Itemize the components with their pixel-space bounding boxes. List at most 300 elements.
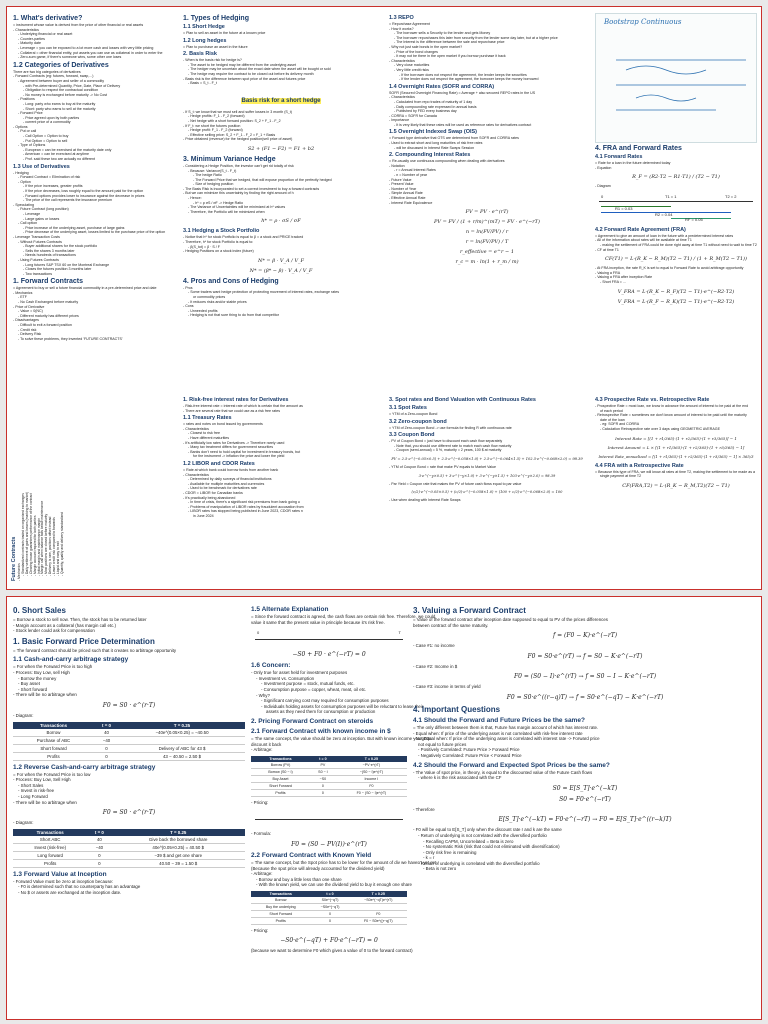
tick-0: 0 <box>601 193 604 199</box>
heading-risk-free: 1. Risk-free interest rates for Derivatives <box>183 397 289 403</box>
heading-repo: 1.3 REPO <box>389 15 414 21</box>
list-line: - Therefore, h* for stock Portfolio is equal to: <box>183 240 254 245</box>
column-short-sales <box>13 603 245 1013</box>
heading-spot-rates: 3.1 Spot Rates <box>389 405 427 411</box>
heading-forward-inception: 1.3 Forward Value at Inception <box>13 870 107 878</box>
list-line: - Process: Buy Low, sell High <box>13 669 70 675</box>
list-line: = Value of the forward contract after inception date supposed to equal to PV of the prices differences <box>413 617 608 622</box>
list-line: - Positively Correlated: Future Price > Forward Price <box>418 747 520 753</box>
list-line: single payment at time T2 <box>600 474 642 479</box>
label-diagram-2: - Diagram: <box>13 820 34 826</box>
column-fra <box>595 143 757 305</box>
list-line: or commodity prices <box>193 295 226 299</box>
list-line: = For when the Forward Price is too low <box>13 771 91 777</box>
list-line: - Hedging is not that sure thing to do from that competitor <box>188 313 279 318</box>
column-spot-rates <box>389 395 585 583</box>
list-line: - Margin account as a collateral (has margin call etc.) <box>13 622 116 628</box>
heading-min-variance: 3. Minimum Variance Hedge <box>183 155 276 163</box>
list-categories <box>13 70 173 125</box>
list-line: - Available for multiple maturities and currencies <box>188 481 265 486</box>
list-line: - Forward Contracts (eg: futures, forward, swap,...) <box>13 74 94 79</box>
list-line: - Counter-parties <box>18 36 45 41</box>
table-known-yield <box>251 891 407 925</box>
equation-reverse-cash-carry: F0 = S0 · e^(r·T) <box>102 809 156 817</box>
list-short-hedge-risk <box>183 110 379 142</box>
table-row <box>13 744 245 752</box>
equation-bond-pv: PV = 2.5·e^(−0.05×0.5) + 2.5·e^(−0.058×1.0) + 2.5·e^(−0.064×1.5) + 102.5·e^(−0.068×2.0) = 98.39 <box>391 456 583 461</box>
list-line: - F0 will be equal to E[S_T] only when the discount rate r and k are the same <box>413 827 562 833</box>
list-line: - Negatively Correlated: Future Price < Forward Price <box>418 752 522 758</box>
list-line: - Underlying financial or real asset <box>18 32 73 37</box>
table-cell: 0 <box>87 859 111 867</box>
heading-libor: 1.2 LIBOR and CDOR Rates <box>183 460 255 467</box>
list-line: - Difficult to exit a forward position <box>18 323 72 328</box>
list-line: - F0 is determined such that no counterparty has an advantage <box>18 884 141 890</box>
list-fra-valuation <box>595 266 757 284</box>
table-header-cell: T = 0.25 <box>111 829 245 836</box>
list-prospective <box>595 404 757 432</box>
list-line: - Daily settlement of gains and losses (marking to market) <box>24 491 29 576</box>
equation-cash-carry: F0 = S0 · e^(r·T) <box>102 701 156 709</box>
table-cell: 0 <box>94 744 119 752</box>
diagram-forward-rates <box>595 193 757 223</box>
list-line: - Mechanics <box>17 563 21 581</box>
list-forward-future-same <box>413 725 757 759</box>
list-line: - The price of the call represents the insurance premium <box>23 198 113 203</box>
list-overnight-rates <box>389 91 585 128</box>
list-line: - Banks don't need to hold capital for investment in treasury bonds, but <box>188 449 301 454</box>
rate-r1: R1 = 0.03 <box>615 205 633 211</box>
table-cell: 0 <box>310 782 336 789</box>
list-line: - Why not just sale bonds in the open market? <box>389 44 463 49</box>
list-line: not equal to future prices <box>418 741 467 747</box>
list-line: - Basis = S_t - F_t <box>188 81 217 86</box>
table-cell: Profits <box>251 917 311 924</box>
table-cell: −PV·e^(rT) <box>336 762 407 769</box>
list-line: SOFR (Secured Overnight Financing Rate) = Average + also secured REPO rates in the US <box>389 90 536 95</box>
table-cell: F0 <box>350 910 407 917</box>
list-basis-risk <box>183 58 379 86</box>
list-min-variance <box>183 164 379 215</box>
handwritten-title: Bootstrap Continuous <box>604 18 682 26</box>
list-line: - Forward Price <box>18 111 43 116</box>
table-row <box>251 789 407 796</box>
list-line: - Forward options provides lower to insurance against the decrease in prices <box>23 193 145 198</box>
list-line: - Most positions are closed before maturity <box>44 513 49 576</box>
table-cell: Borrow (PV) <box>251 762 310 769</box>
list-line: - Without Futures Contracts <box>18 239 62 244</box>
list-line: = Plan to purchase an asset in the future <box>183 44 248 49</box>
tick-zero: 0 <box>257 630 260 636</box>
list-line: - Initial margin and maintenance margin <box>36 518 41 576</box>
list-line: = Since the forward contract is agreed, the cash flows are certain risk free. Therefore, we could <box>251 614 436 619</box>
list-concern <box>251 670 424 715</box>
list-line: - Speculating <box>13 202 34 207</box>
table-header-cell: t = 0 <box>310 756 336 762</box>
heading-fra: 4.2 Forward Rate Agreement (FRA) <box>595 226 686 233</box>
table-row <box>13 736 245 744</box>
list-line: - It may not be there in the open market if you borrow purchase it back <box>394 54 506 59</box>
list-line: - Therefore, the Portfolio will be minimized when <box>188 209 265 214</box>
table-cell: −S0e^(−qT)e^(rT) <box>350 897 407 904</box>
equation-cf-t1: CF(T1) = L·(R_K − R_M)(T2 − T1) / (1 + R_M(T2 − T1)) <box>605 256 747 263</box>
list-short-sales <box>13 617 245 634</box>
list-line: - Options <box>13 124 28 129</box>
list-line: - No systematic Risk (risk that could not eliminated with diversification) <box>423 844 560 850</box>
table-cell: −40 <box>87 843 111 851</box>
equation-interest-annualized: Interest Rate_annualized = [(1 + r1/365)·(1 + r2/365)·(1 + r3/365) − 1] × 365/3 <box>598 453 754 459</box>
list-ois <box>389 136 585 150</box>
list-line: - current price of a commodity <box>23 120 71 125</box>
heading-basic-forward: 1. Basic Forward Price Determination <box>13 636 155 646</box>
table-cell: 0 <box>311 910 350 917</box>
list-line: - Buyer additional shares for the stock portfolio <box>23 244 98 249</box>
list-line: - Using Futures Contracts <box>18 257 59 262</box>
list-line: - Very close maturities <box>394 63 430 68</box>
list-line: - Unneeded profits <box>188 308 218 313</box>
list-line: - Characteristics <box>13 27 39 32</box>
text-case-1: - Case #1: no income <box>413 643 455 649</box>
list-line: - The asset to be hedged may be different from the underlying asset <box>188 62 296 67</box>
heading-forward-future-same: 4.1 Should the Forward and Future Prices be the same? <box>413 716 585 724</box>
list-line: - Not Equal when: If price of the underlying asset is correlated with interest rate -> Forward price <box>413 736 600 742</box>
heading-valuing-forward: 3. Valuing a Forward Contract <box>413 606 526 615</box>
list-line: - The hedge may require the contract to be closed out before its delivery month <box>188 71 314 76</box>
equation-simple-rate: r = ln(FV/PV) / T <box>465 239 509 246</box>
list-line: - The Basis Risk is incorporated to set a correct investment to buy a forward contracts <box>183 186 320 191</box>
list-line: - Basis risk is the difference between spot price of the asset and futures price <box>183 76 306 81</box>
equation-hedge-ratio: h* = ρ · σS / σF <box>261 218 301 225</box>
table-row <box>251 775 407 782</box>
list-line: - Hence: <box>188 196 202 201</box>
list-line: - There will be no arbitrage when <box>13 799 77 805</box>
tick-t1: T1 = 1 <box>665 193 677 199</box>
list-line: - Notice that h* for stock Portfolio is equal to β = a stock and PRICE tracked <box>183 235 304 240</box>
list-line: - Borrow and buy a little less than one share <box>256 876 342 882</box>
table-cell: PV <box>310 762 336 769</box>
heading-categories: 1.2 Categories of Derivatives <box>13 61 109 69</box>
list-future-contracts <box>18 451 65 581</box>
list-line: - Sells the shares 3 months later <box>23 248 75 253</box>
list-line: - Long futures S&P TSX 60 on the Montreal Exchange <box>23 262 110 267</box>
list-line: = Rate for a loan in the future determined today <box>595 161 671 165</box>
list-line: - Importance <box>389 118 410 123</box>
table-cell: 40 <box>87 836 111 844</box>
list-line: - Notation <box>389 163 405 168</box>
list-forward-spot-same <box>413 770 757 781</box>
table-header-cell: T = 0.25 <box>350 891 407 897</box>
list-line: - Future Value <box>389 177 412 182</box>
list-line: - Future Contract (long position) <box>18 207 69 212</box>
list-line: - Many tax treatment differs for government securities <box>188 445 274 450</box>
list-line: - Return of underlying is correlated with the diversified portfolio <box>418 860 540 866</box>
list-line: - But we can minimize this uncertainty by finding the right amount of h <box>183 191 294 196</box>
table-cell: Short ABC <box>13 836 87 844</box>
list-line: - will be discussed in Interest Rate Swaps Session <box>394 145 475 150</box>
list-line: - Price obtained (revenue) for the hedged position(sell price of asset) <box>183 137 293 142</box>
table-cell: Long forward <box>13 851 87 859</box>
list-line: - Present Value <box>389 182 414 187</box>
table-reverse-cash-carry <box>13 829 245 868</box>
heading-use-derivatives: 1.3 Use of Derivatives <box>13 163 70 170</box>
list-line: - With the known yield, we can use the dividend yield to buy it enough one share <box>256 882 412 888</box>
list-line: - In time of crisis, there's a significant risk premiums from bank going u <box>188 500 300 505</box>
list-line: - Zero-sum game, if there's someone wins, some other one loses <box>18 55 122 60</box>
column-risk-free-rates <box>183 395 379 583</box>
list-line: - Hedge profit: F_1 - F_2 (forward) <box>188 128 243 133</box>
list-line: - The hedger may be uncertain about the exact date when the asset will be bought or sold <box>188 67 331 72</box>
list-basic-forward <box>13 648 245 654</box>
tick-t2: T2 = 2 <box>725 193 737 199</box>
list-line: = Forward type derivative that OTS are determined from SOFR and CORRA rates <box>389 136 519 141</box>
heading-basis-risk: 2. Basis Risk <box>183 51 217 58</box>
list-line: - Calculated from repo trades of maturity of 1 day <box>394 99 473 104</box>
list-fra <box>595 234 757 252</box>
text-ytm: - YTM of Coupon Bond = rate that make PV equals to Market Value <box>389 464 497 469</box>
list-line: date of the loan <box>600 417 625 422</box>
equation-ytm: 3·e^(−y×0.5) + 3·e^(−y×1.0) + 3·e^(−y×1.5) + 103·e^(−y×2.0) = 98.39 <box>418 473 556 478</box>
list-line: - Collateral = other financial entity, put assets you can use as collateral in order to enter the <box>18 50 163 55</box>
list-line: - Why? <box>256 692 270 698</box>
list-line: of each period <box>600 408 623 413</box>
list-line: - Credit risk <box>18 327 37 332</box>
table-cell <box>119 736 245 744</box>
tick-t: T <box>398 630 401 636</box>
list-line: - The hedge Ratio <box>193 173 222 178</box>
label-pricing-2: - Pricing: <box>251 927 269 933</box>
column-repo-rates <box>389 13 585 289</box>
heading-future-contracts: Future Contracts <box>11 536 17 581</box>
list-line: discount it back <box>251 741 282 747</box>
heading-prospective: 4.3 Prospective Rate vs. Retrospective Rate <box>595 397 710 403</box>
equation-interest-rate: Interest Rate = [(1 + r1/365)·(1 + r2/365)·(1 + r3/365)] − 1 <box>615 435 737 441</box>
list-line: - Number of Year <box>389 186 417 191</box>
table-cell: Borrow <box>251 897 311 904</box>
list-line: = Because this type of FRA, we will know all rates at time T2, making the settlement to be made as a <box>595 469 756 474</box>
list-line: - k = r <box>423 855 435 861</box>
list-line: - Note that, you should use different rate to match each cash flow maturity <box>394 443 512 448</box>
heading-types-hedging: 1. Types of Hedging <box>183 15 249 22</box>
equation-number-years: n = ln(FV/PV) / r <box>465 229 509 236</box>
equation-interest-amount: Interest Amount = L × [(1 + r1/365)·(1 + r2/365)·(1 + r3/365) − 1] <box>607 444 745 450</box>
table-row <box>13 836 245 844</box>
text-case-2: - Case #2: Income in $ <box>413 663 458 669</box>
table-header-cell: Transactions <box>13 722 94 729</box>
table-header-cell: T = 0.25 <box>119 722 245 729</box>
list-zero-coupon <box>389 426 585 431</box>
list-line: - Only true for asset held for investment purposes <box>251 670 348 676</box>
list-line: - Recalling CAPM, Uncorrelated = Beta is zero <box>423 838 514 844</box>
table-cell: F0 − S0e^((r−q)T) <box>350 917 407 924</box>
table-cell: 40e^(0.05×0.25) = 40.50 $ <box>111 843 245 851</box>
list-line: - Short Sales <box>18 782 44 788</box>
list-line: - Arbitrage: <box>251 871 273 877</box>
list-line: - Problems of manipulation of LIBOR rates by fraudulent accusation from <box>188 504 304 509</box>
list-line: - Size of hedging position <box>193 182 234 187</box>
notes-sheet-forward-pricing <box>6 596 762 1020</box>
heading-short-hedge: 1.1 Short Hedge <box>183 24 225 30</box>
list-line: - Risk-free interest rate = interest rate of which is certain that the amount as <box>183 404 303 408</box>
table-cell: S0e^(−qT) <box>311 897 350 904</box>
list-derivative-intro <box>13 23 173 60</box>
list-line: - Borrow the money <box>18 675 57 681</box>
list-line: - Because: Variance(S_t - F_t) <box>188 168 237 173</box>
list-line: - To solve these problems, they invented 'FUTURE CONTRACTS' <box>18 336 123 341</box>
heading-zero-coupon: 3.2 Zero-coupon bond <box>389 418 447 425</box>
list-line: = Agreement to buy or sell a future financial commodity in a pre-determined price and date <box>13 286 157 291</box>
timeline-alternate <box>251 629 407 647</box>
table-cell: Invest (risk-free) <box>13 843 87 851</box>
list-line: in June 2024 <box>193 513 214 518</box>
table-cell: Buy Asset <box>251 775 310 782</box>
list-line: - No Cash Exchanged before maturity <box>18 300 79 305</box>
list-line: - Leverage <box>23 211 41 216</box>
heading-ois: 1.5 Overnight Indexed Swap (OIS) <box>389 129 478 136</box>
list-line: = Plan to sell an asset in the future at a known price <box>183 31 266 35</box>
list-known-yield <box>251 859 438 888</box>
heading-forward-spot-same: 4.2 Should the Forward and Expected Spot Prices be the same? <box>413 761 610 769</box>
list-line: - Investment vs. Consumption <box>256 675 315 681</box>
list-line: - Prof. said these two are actually no different <box>23 157 96 162</box>
list-line: - Long: party who earns to buy at the maturity <box>23 101 96 106</box>
list-use-derivatives <box>13 171 173 277</box>
equation-case-1: F0 = S0·e^(rT) → f = S0 − K·e^(−rT) <box>527 652 643 660</box>
heading-fra-forward-rates: 4. FRA and Forward Rates <box>595 145 682 152</box>
table-cell: Give back the borrowed share <box>111 836 245 844</box>
list-line: - Investment purpose = stock, mutual funds, etc. <box>261 681 355 687</box>
list-reverse-cash-carry <box>13 772 245 806</box>
equation-cf-t2: CF(FRA,T2) = L·(R_K − R_M,T2)(T2 − T1) <box>622 482 730 489</box>
list-line: - eg: SOFR and CORRA <box>600 422 640 427</box>
heading-cash-carry: 1.1 Cash-and-carry arbitrage strategy <box>13 656 129 664</box>
table-row <box>251 903 407 910</box>
list-line: - Interest Rate Equivalence <box>389 200 433 205</box>
list-line: - Retrospective Rate = sometimes we don't know amount of interest to be paid until the maturity <box>595 413 747 418</box>
list-line: - CORRA = SOFR for Canada <box>389 113 437 118</box>
list-line: - Effective selling price: S_2 + F_1 - F_2 = F_1 + Basis <box>188 132 276 137</box>
label-formula: - Formula: <box>251 831 272 837</box>
list-line: - Short: party who earns to sell at the maturity <box>23 106 96 111</box>
table-cell: Buy the underlying <box>251 903 311 910</box>
list-forward-inception <box>13 879 245 896</box>
table-cell: Profits <box>251 789 310 796</box>
list-line: - Standardized contracts traded on organized exchanges <box>20 493 25 576</box>
table-cell: −40 <box>94 736 119 744</box>
equation-vfra-short: V_FRA = L·(R_F − R_K)(T2 − T1)·e^(−R2·T2) <box>617 298 735 305</box>
list-line: (Because the spot price will already accounted for the dividend yield) <box>251 865 385 871</box>
list-line: = YTM of Zero-coupon Bond -> use formula for finding R with continuous rate <box>389 425 512 430</box>
list-spot-rates <box>389 412 585 417</box>
table-row <box>251 917 407 924</box>
list-line: - Forward Contract = Elimination of risk <box>18 175 81 180</box>
list-line: - No money is exchanged before maturity -> No Cost <box>23 92 107 97</box>
list-line: - If the lender does not respect the agreement, the borrower keeps the money borrowed <box>399 77 539 82</box>
table-row <box>13 729 245 737</box>
table-cell: F0 − (S0 − I)e^(rT) <box>336 789 407 796</box>
equation-effective-rate: r_effective = e^r − 1 <box>460 249 514 256</box>
table-row <box>13 843 245 851</box>
table-cell: 40 <box>94 729 119 737</box>
highlight-short-hedge-box: Basis risk for a short hedge <box>241 97 321 104</box>
table-row <box>251 768 407 775</box>
equation-vfra: V_FRA = L·(R_K − R_F)(T2 − T1)·e^(−R2·T2) <box>617 288 735 295</box>
equation-n-star: N* = β · V_A / V_F <box>257 257 305 264</box>
heading-coupon-bond: 3.3 Coupon Bond <box>389 432 435 439</box>
list-line: - Stock lender could ask for compensation <box>13 628 95 634</box>
list-line: - Coupon (semi-annual) = 5 %, maturity = 2 years, 100 $ at maturity <box>394 448 502 453</box>
table-cell: Profits <box>13 752 94 760</box>
list-line: - Return of underlying is not correlated with the diversified portfolio <box>418 832 547 838</box>
equation-present-value: PV = FV / (1 + r/m)^(mT) = FV · e^(−rT) <box>434 219 540 226</box>
table-cell: Income I <box>336 775 407 782</box>
list-line: - Invest in risk-free <box>18 788 55 794</box>
table-cell: 43 − 40.50 = 2.50 $ <box>119 752 245 760</box>
list-line: - PV of Coupon Bond = just have to discount each cash flow separately <box>389 439 503 444</box>
handwritten-sketch <box>596 30 756 130</box>
list-line: - Delivery Risk <box>18 332 42 337</box>
heading-treasury: 1.1 Treasury Rates <box>183 415 232 422</box>
list-line: - Pros <box>183 285 193 290</box>
list-line: - Buy asset <box>18 681 40 687</box>
table-row <box>13 859 245 867</box>
label-diagram: - Diagram <box>595 184 611 189</box>
list-line: - Price of Derivative <box>13 304 45 309</box>
list-line: - Simple Annual Rate <box>389 191 423 196</box>
list-line: - Individuals holding assets for consumption purposes will be reluctant to lease their <box>261 703 424 709</box>
table-header-cell: t = 0 <box>94 722 119 729</box>
heading-steroids: 2. Pricing Forward Contract on steroids <box>251 717 374 725</box>
list-line: - If F_t: we short the futures position <box>183 123 241 128</box>
list-line: - If S_t: we know that we must sell and suffer losses in 3 month (S_t) <box>183 109 292 114</box>
list-line: - Type of Options <box>18 143 46 148</box>
heading-spot-bond: 3. Spot rates and Bond Valuation with Continuous Rates <box>389 397 536 403</box>
list-line: - No $ or assets are exchanged at the inception date. <box>18 889 122 895</box>
list-line: - Closes the futures position 3 months later <box>23 267 92 272</box>
list-line: - The Forward Price that we hedged, that will expose proportion of the perfectly hedged <box>193 177 332 182</box>
list-short-hedge <box>183 31 379 36</box>
list-libor <box>183 468 379 519</box>
list-line: - Considering a Hedge Position, the investor can't get rid totally of risk <box>183 163 294 168</box>
list-line: - Equation <box>595 165 612 170</box>
table-header-cell: Transactions <box>251 891 311 897</box>
table-cell <box>350 903 407 910</box>
list-line: - The Interest is the difference between the sale and repurchase price <box>394 40 505 45</box>
notes-sheet-derivatives <box>6 6 762 590</box>
list-line: - There will be no arbitrage when <box>13 692 77 698</box>
list-line: - Daily compounding rate expressed in annual basis <box>394 104 477 109</box>
list-line: - Mechanics <box>13 290 33 295</box>
equation-spot-forward: S0 = F0·e^(−rT) <box>559 795 611 803</box>
heading-long-hedge: 1.2 Long hedges <box>183 37 227 44</box>
list-line: = The forward contract should be priced such that it creates no arbitrage opportunity <box>13 647 177 653</box>
table-cell: Profits <box>13 859 87 867</box>
list-line: - It's practically being abandoned <box>183 495 236 500</box>
list-stock-portfolio <box>183 235 379 253</box>
table-cell: −S0 <box>310 775 336 782</box>
table-cell: 40.50 − 39 = 1.50 $ <box>111 859 245 867</box>
list-line: - If the borrower does not respect the agreement, the lender keeps the securities <box>399 72 527 77</box>
list-line: - CDOR = LIBOR for Canadian banks <box>183 490 243 495</box>
list-line: - Value = 0(NC) <box>18 309 43 314</box>
heading-forward-rates: 4.1 Forward Rates <box>595 154 643 160</box>
list-line: between contract of the same maturity. <box>413 622 489 628</box>
list-line: for the instrument -> inflation the price and lower the yield <box>193 454 285 459</box>
heading-pros-cons: 4. Pros and Cons of Hedging <box>183 277 279 285</box>
list-coupon-bond <box>389 439 585 453</box>
list-line: - How it works? <box>389 26 414 31</box>
list-line: - The Value of spot price, in theory, is equal to the discounted value of the Future Cash flows <box>413 769 593 775</box>
list-line: - Effective Annual Rate <box>389 196 426 200</box>
